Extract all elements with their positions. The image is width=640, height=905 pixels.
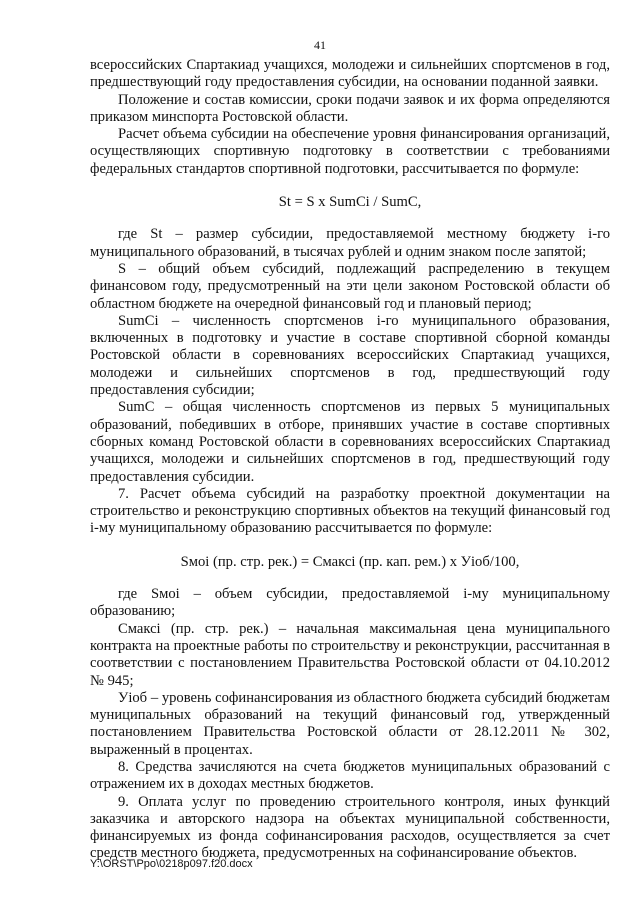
document-body: [90, 57, 610, 863]
file-path-footer: Y:\ORST\Ppo\0218p097.f20.docx: [90, 858, 253, 870]
definition-smaksi: Смаксi (пр. стр. рек.) – начальная максимальная цена муниципального контракта на проектные работы по строительству и реконструкции, рассчитанная в соответствии с постановлением Правительства Ростовской области от 04.10.2012 № 945;: [90, 620, 610, 689]
paragraph-continuation: всероссийских Спартакиад учащихся, молодежи и сильнейших спортсменов в год, предшествующий году предоставления субсидии, на основании поданной заявки.: [90, 57, 610, 91]
paragraph-subsidy-calculation: Расчет объема субсидии на обеспечение уровня финансирования организаций, осуществляющих спортивную подготовку в соответствии с требованиями федеральных стандартов спортивной подготовки, рассчитывается по формуле:: [90, 126, 610, 177]
formula-smoi: Sмоi (пр. стр. рек.) = Смаксi (пр. кап. рем.) х Уioб/100,: [180, 553, 520, 570]
definition-s: S – общий объем субсидий, подлежащий распределению в текущем финансовом году, предусмотренный на эти цели законом Ростовской области об областном бюджете на очередной финансовый год и плановый период;: [90, 260, 610, 312]
definition-smoi: где Sмоi – объем субсидии, предоставляемой i-му муниципальному образованию;: [90, 586, 610, 620]
definition-uiob: Уioб – уровень софинансирования из областного бюджета субсидий бюджетам муниципальных образований на текущий финансовый год, утвержденный постановлением Правительства Ростовской области от 28.12.2011 № 302, выраженный в процентах.: [90, 689, 610, 758]
paragraph-item-7: 7. Расчет объема субсидий на разработку проектной документации на строительство и реконструкцию спортивных объектов на текущий финансовый год i-му муниципальному образованию рассчитывается по формуле:: [90, 485, 610, 537]
formula-st: St = S x SumCi / SumC,: [278, 194, 422, 211]
paragraph-item-9: 9. Оплата услуг по проведению строительного контроля, иных функций заказчика и авторского надзора на объектах муниципальной собственности, финансируемых из фонда софинансирования расходов, осуществляется за счет средств местного бюджета, предусмотренных на софинансирование объектов.: [90, 793, 610, 862]
definition-st: где St – размер субсидии, предоставляемой местному бюджету i-го муниципального образований, в тысячах рублей и одним знаком после запятой;: [90, 226, 610, 260]
paragraph-commission: Положение и состав комиссии, сроки подачи заявок и их форма определяются приказом минспорта Ростовской области.: [90, 91, 610, 125]
definition-sumci: SumCi – численность спортсменов i-го муниципального образования, включенных в подготовку и участие в составе спортивной сборной команды Ростовской области в соревнованиях всероссийских Спартакиад учащихся, молодежи и сильнейших спортсменов в год, предшествующий году предоставления субсидии;: [90, 312, 610, 399]
paragraph-item-8: 8. Средства зачисляются на счета бюджетов муниципальных образований с отражением их в доходах местных бюджетов.: [90, 758, 610, 793]
page-number: 41: [314, 38, 326, 52]
definition-sumc: SumC – общая численность спортсменов из первых 5 муниципальных образований, победивших в отборе, принявших участие в составе спортивных сборных команд Ростовской области в соревнованиях всероссийских Спартакиад учащихся, молодежи и сильнейших спортсменов в год, предшествующий году предоставления субсидии.: [90, 399, 610, 485]
